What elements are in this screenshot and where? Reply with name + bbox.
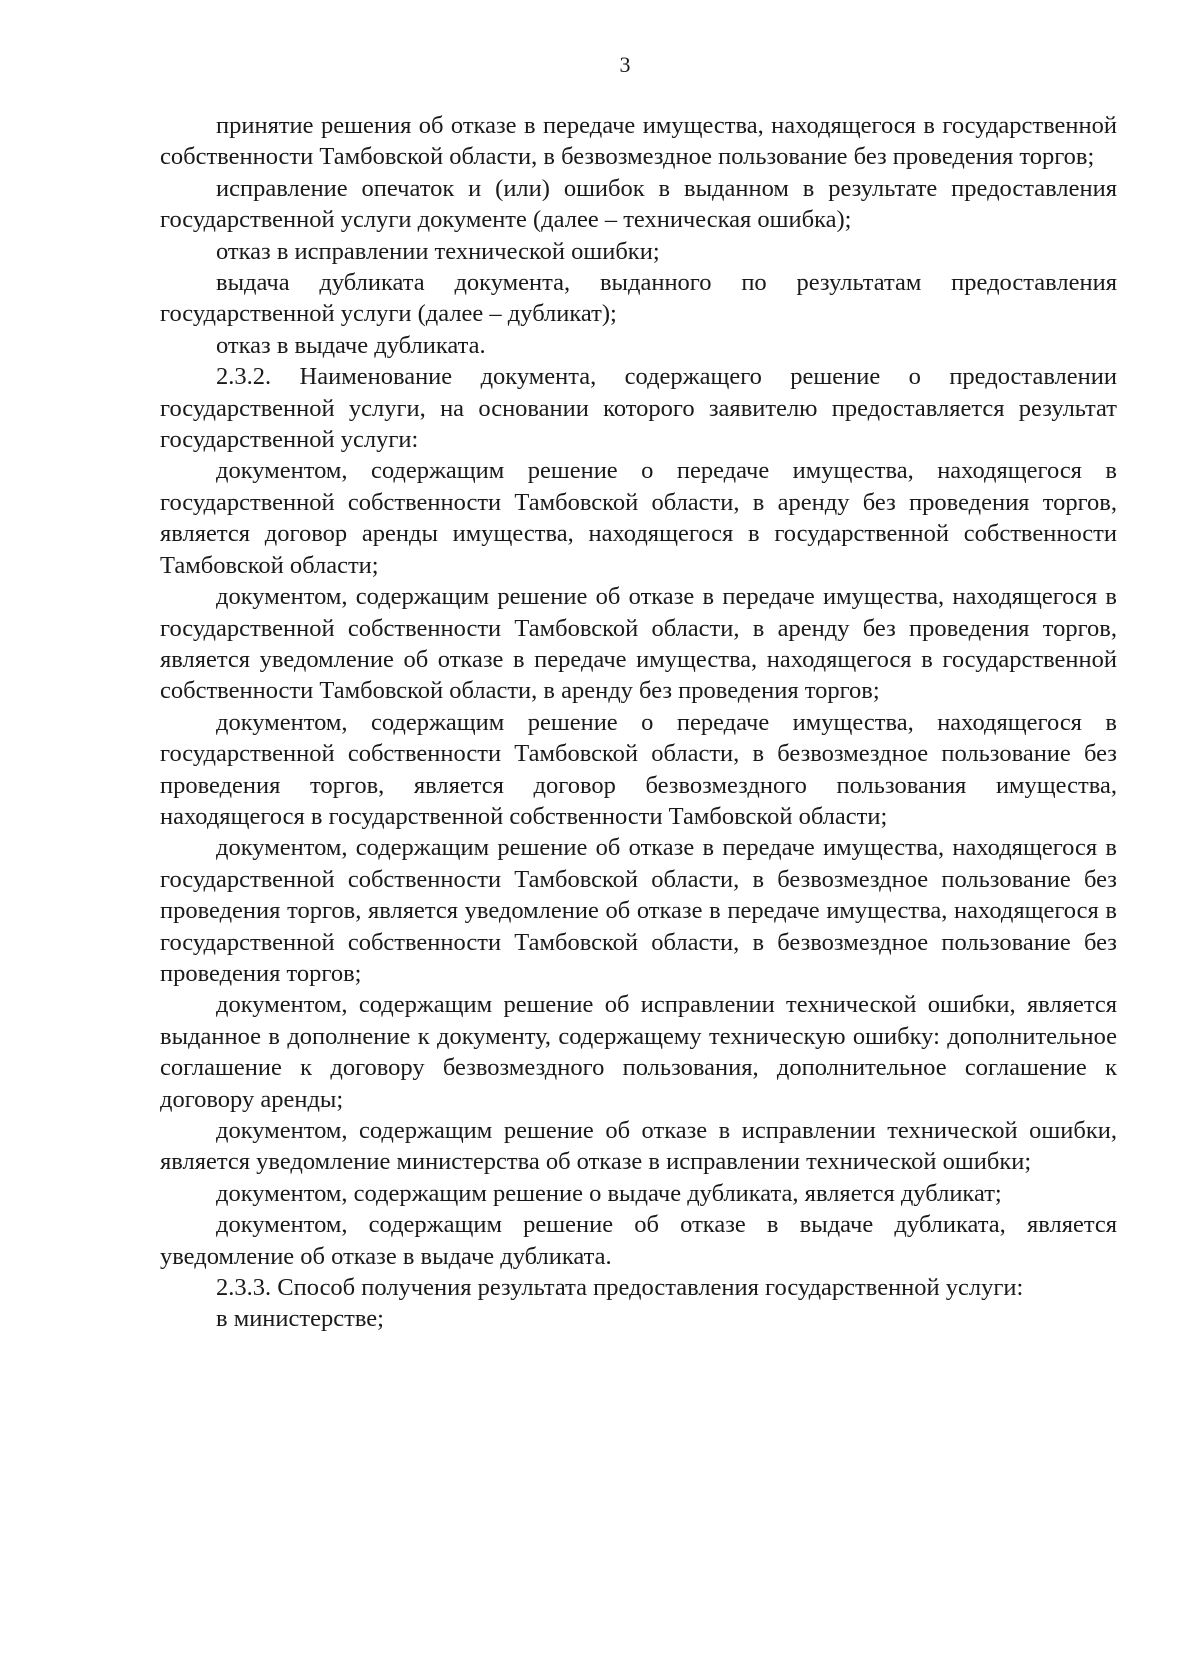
paragraph: отказ в выдаче дубликата. — [216, 331, 486, 359]
paragraph: в министерстве; — [216, 1305, 384, 1333]
paragraph: документом, содержащим решение об отказе в передаче имущества, находящегося в государственной собственности Тамбовской области, в безвозмездное пользование без проведения торгов, является уведомление об отказе в передаче имущества, находящегося в государственной собственности Тамбовской области, в безвозмездное пользование без проведения торгов; — [160, 834, 1117, 987]
paragraph: документом, содержащим решение о передаче имущества, находящегося в государственной собственности Тамбовской области, в аренду без проведения торгов, является договор аренды имущества, находящегося в государственной собственности Тамбовской области; — [160, 457, 1117, 579]
section-heading-2-3-2: 2.3.2. Наименование документа, содержащего решение о предоставлении государственной услуги, на основании которого заявителю предоставляется результат государственной услуги: — [160, 363, 1117, 454]
paragraph: документом, содержащим решение об отказе в передаче имущества, находящегося в государственной собственности Тамбовской области, в аренду без проведения торгов, является уведомление об отказе в передаче имущества, находящегося в государственной собственности Тамбовской области, в аренду без проведения торгов; — [160, 583, 1117, 705]
section-heading-2-3-3: 2.3.3. Способ получения результата предоставления государственной услуги: — [216, 1274, 1024, 1302]
paragraph: документом, содержащим решение об отказе в выдаче дубликата, является уведомление об отказе в выдаче дубликата. — [160, 1211, 1117, 1270]
paragraph: принятие решения об отказе в передаче имущества, находящегося в государственной собственности Тамбовской области, в безвозмездное пользование без проведения торгов; — [160, 112, 1117, 171]
paragraph: документом, содержащим решение о выдаче дубликата, является дубликат; — [216, 1179, 1002, 1207]
page-number: 3 — [619, 52, 631, 77]
paragraph: документом, содержащим решение об исправлении технической ошибки, является выданное в дополнение к документу, содержащему техническую ошибку: дополнительное соглашение к договору безвозмездного пользования, дополнительное соглашение к договору аренды; — [160, 991, 1117, 1113]
paragraph: документом, содержащим решение о передаче имущества, находящегося в государственной собственности Тамбовской области, в безвозмездное пользование без проведения торгов, является договор безвозмездного пользования имущества, находящегося в государственной собственности Тамбовской области; — [160, 708, 1117, 830]
paragraph: отказ в исправлении технической ошибки; — [216, 237, 660, 265]
paragraph: документом, содержащим решение об отказе в исправлении технической ошибки, является уведомление министерства об отказе в исправлении технической ошибки; — [160, 1117, 1117, 1176]
document-body — [160, 110, 1117, 1335]
paragraph: исправление опечаток и (или) ошибок в выданном в результате предоставления государственной услуги документе (далее – техническая ошибка); — [160, 174, 1117, 234]
paragraph: выдача дубликата документа, выданного по результатам предоставления государственной услуги (далее – дубликат); — [160, 269, 1117, 328]
